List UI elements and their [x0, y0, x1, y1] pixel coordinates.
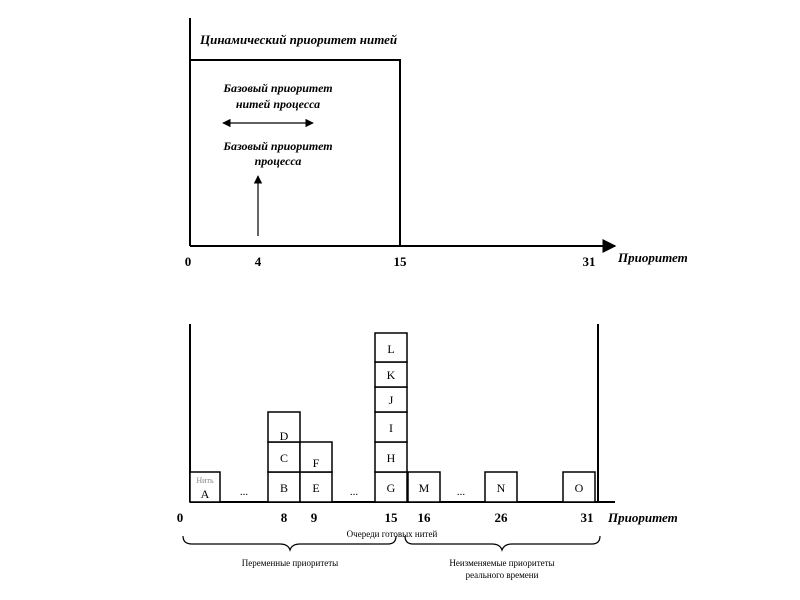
- thread-label-k: K: [386, 368, 396, 382]
- bottom-tick-15: 15: [384, 510, 398, 525]
- thread-label-m: M: [418, 481, 430, 495]
- top-diagram: [185, 18, 688, 269]
- top-axis-label: Приоритет: [618, 250, 688, 265]
- stack-priority-31: [563, 472, 595, 502]
- stack-priority-8: [268, 412, 300, 502]
- ready-queue-label: Очереди готовых нитей: [346, 529, 438, 539]
- thread-label-n: N: [496, 481, 506, 495]
- base-process-priority-line2: процесса: [254, 154, 302, 168]
- bottom-tick-9: 9: [310, 510, 318, 525]
- thread-label-b: B: [279, 481, 289, 495]
- thread-label-g: G: [386, 481, 396, 495]
- stack-priority-26: [485, 472, 517, 502]
- bottom-tick-26: 26: [494, 510, 508, 525]
- bottom-diagram: [177, 324, 678, 580]
- ellipsis-2: ...: [349, 486, 359, 498]
- stack-priority-0: [190, 472, 220, 502]
- thread-label-a: A: [200, 487, 210, 501]
- stack-priority-9: [300, 442, 332, 502]
- ellipsis-3: ...: [456, 486, 466, 498]
- thread-label-h: H: [386, 451, 396, 465]
- thread-label-e: E: [312, 481, 320, 495]
- stack-priority-16: [408, 472, 440, 502]
- thread-label-l: L: [387, 342, 395, 356]
- thread-label-o: O: [574, 481, 584, 495]
- top-tick-15: 15: [393, 254, 407, 269]
- thread-label-f: F: [312, 456, 320, 470]
- top-tick-4: 4: [254, 254, 262, 269]
- thread-caption: Нить: [196, 476, 214, 485]
- thread-label-d: D: [279, 429, 289, 443]
- bottom-tick-8: 8: [280, 510, 288, 525]
- thread-label-j: J: [388, 393, 394, 407]
- dynamic-priority-caption: Цинамический приоритет нитей: [200, 32, 398, 47]
- thread-label-i: I: [389, 421, 393, 435]
- stack-priority-15: [375, 333, 407, 502]
- base-thread-priority-line2: нитей процесса: [235, 97, 321, 111]
- base-process-priority-line1: Базовый приоритет: [223, 139, 333, 153]
- bottom-tick-31: 31: [580, 510, 594, 525]
- bottom-tick-16: 16: [417, 510, 431, 525]
- fixed-priorities-line1: Неизменяемые приоритеты: [449, 558, 555, 568]
- ellipsis-1: ...: [239, 486, 249, 498]
- base-thread-priority-line1: Базовый приоритет: [223, 81, 333, 95]
- variable-priorities-label: Переменные приоритеты: [241, 558, 339, 568]
- top-tick-31: 31: [582, 254, 596, 269]
- top-tick-0: 0: [184, 254, 192, 269]
- thread-label-c: C: [279, 451, 289, 465]
- bottom-tick-0: 0: [176, 510, 184, 525]
- bottom-axis-label: Приоритет: [608, 510, 678, 525]
- fixed-priorities-line2: реального времени: [465, 570, 539, 580]
